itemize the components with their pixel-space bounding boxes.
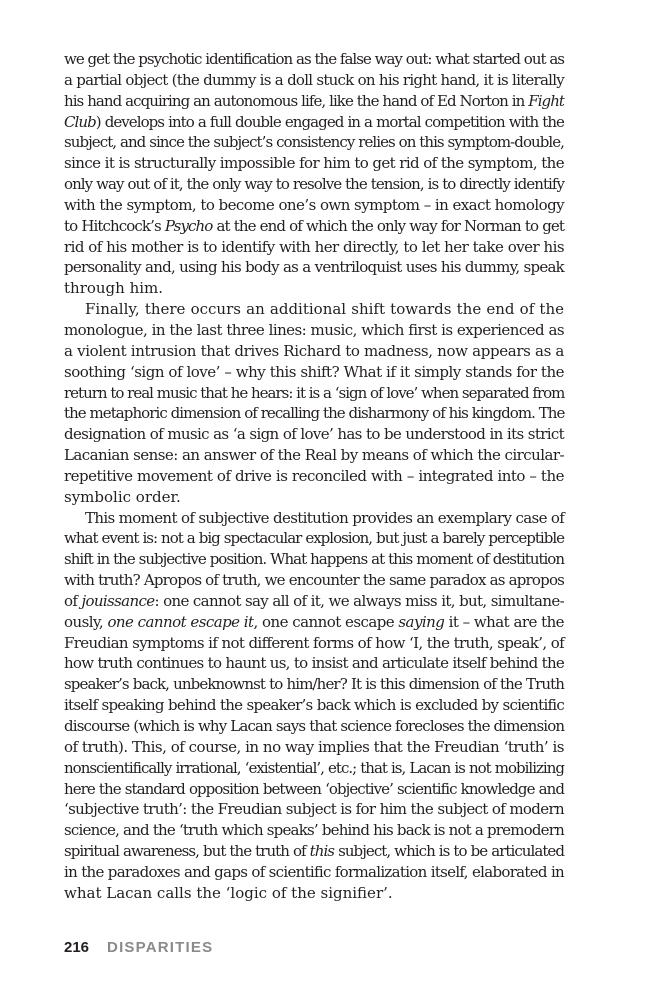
text-segment: science, and the ‘truth which speaks’ behind his back is not a premodern <box>64 821 564 840</box>
text-line <box>64 424 564 445</box>
text-segment: ously, <box>64 612 108 631</box>
text-line <box>64 237 564 258</box>
text-line <box>64 257 564 278</box>
italic-text: this <box>309 842 335 861</box>
text-line <box>64 862 564 883</box>
paragraph <box>64 49 564 299</box>
text-segment: with truth? Apropos of truth, we encounter the same paradox as apropos <box>64 571 565 590</box>
text-segment: soothing ‘sign of love’ – why this shift? What if it simply stands for the <box>64 362 564 381</box>
italic-text: jouissance <box>81 591 155 610</box>
text-line <box>64 383 564 404</box>
text-line <box>64 466 564 487</box>
text-segment: the metaphoric dimension of recalling the disharmony of his kingdom. The <box>64 404 565 423</box>
italic-text: Psycho <box>164 216 213 235</box>
italic-text: Fight <box>528 91 564 110</box>
body-text <box>64 49 564 904</box>
text-segment: through him. <box>64 279 164 298</box>
text-line <box>64 320 564 341</box>
text-segment: only way out of it, the only way to resolve the tension, is to directly identify <box>64 175 564 194</box>
italic-text: Club <box>64 112 96 131</box>
text-line <box>64 70 564 91</box>
text-line <box>64 195 564 216</box>
text-segment: in the paradoxes and gaps of scientific formalization itself, elaborated in <box>64 862 564 881</box>
text-line <box>64 820 564 841</box>
italic-text: one cannot escape it <box>107 612 254 631</box>
text-line <box>64 91 564 112</box>
text-segment: , one cannot escape <box>253 612 399 631</box>
text-line <box>64 445 564 466</box>
text-segment: a partial object (the dummy is a doll stuck on his right hand, it is literally <box>64 70 564 89</box>
text-segment: what event is: not a big spectacular explosion, but just a barely perceptible <box>64 529 564 548</box>
text-segment: nonscientifically irrational, ‘existential’, etc.; that is, Lacan is not mobilizing <box>64 758 564 777</box>
text-segment: designation of music as ‘a sign of love’ has to be understood in its strict <box>64 425 564 444</box>
text-line <box>64 612 564 633</box>
text-segment: of truth). This, of course, in no way implies that the Freudian ‘truth’ is <box>64 737 564 756</box>
text-line <box>64 153 564 174</box>
text-segment: shift in the subjective position. What happens at this moment of destitution <box>64 550 564 569</box>
text-segment: speaker’s back, unbeknownst to him/her? It is this dimension of the Truth <box>64 675 564 694</box>
text-line <box>64 799 564 820</box>
text-segment: : one cannot say all of it, we always miss it, but, simultane- <box>154 591 565 610</box>
text-line <box>64 528 564 549</box>
text-line <box>64 737 564 758</box>
text-line <box>64 633 564 654</box>
text-line <box>64 549 564 570</box>
text-line <box>64 674 564 695</box>
text-line <box>64 49 564 70</box>
text-segment: a violent intrusion that drives Richard to madness, now appears as a <box>64 341 564 360</box>
text-segment: subject, and since the subject’s consistency relies on this symptom-double, <box>64 133 564 152</box>
text-segment: rid of his mother is to identify with her directly, to let her take over his <box>64 237 564 256</box>
text-segment: spiritual awareness, but the truth of <box>64 842 310 861</box>
text-line <box>64 591 564 612</box>
paragraph <box>64 299 564 507</box>
text-line <box>64 508 564 529</box>
text-line <box>64 653 564 674</box>
text-segment: here the standard opposition between ‘objective’ scientific knowledge and <box>64 779 564 798</box>
text-segment: ‘subjective truth’: the Freudian subject is for him the subject of modern <box>64 800 564 819</box>
text-segment: symbolic order. <box>64 487 181 506</box>
paragraph <box>64 508 564 904</box>
text-line <box>64 362 564 383</box>
text-segment: at the end of which the only way for Norman to get <box>212 216 564 235</box>
text-line <box>64 132 564 153</box>
text-line <box>64 716 564 737</box>
text-line <box>64 841 564 862</box>
text-line <box>64 299 564 320</box>
text-segment: how truth continues to haunt us, to insist and articulate itself behind the <box>64 654 564 673</box>
text-segment: personality and, using his body as a ventriloquist uses his dummy, speak <box>64 258 564 277</box>
text-line <box>64 570 564 591</box>
text-line <box>64 174 564 195</box>
text-segment: to Hitchcock’s <box>64 216 165 235</box>
italic-text: saying <box>398 612 445 631</box>
text-segment: This moment of subjective destitution provides an exemplary case of <box>85 508 565 527</box>
text-segment: subject, which is to be articulated <box>334 842 564 861</box>
text-segment: monologue, in the last three lines: music, which first is experienced as <box>64 320 564 339</box>
text-segment: of <box>64 591 82 610</box>
text-line <box>64 487 564 508</box>
text-line <box>64 695 564 716</box>
text-line <box>64 403 564 424</box>
text-segment: ) develops into a full double engaged in a mortal competition with the <box>95 112 564 131</box>
text-segment: repetitive movement of drive is reconciled with – integrated into – the <box>64 466 564 485</box>
text-line <box>64 758 564 779</box>
text-segment: Freudian symptoms if not different forms of how ‘I, the truth, speak’, of <box>64 633 564 652</box>
text-line <box>64 341 564 362</box>
text-segment: since it is structurally impossible for him to get rid of the symptom, the <box>64 154 564 173</box>
page-number: 216 <box>64 939 90 956</box>
page-footer <box>64 938 213 958</box>
text-segment: itself speaking behind the speaker’s back which is excluded by scientific <box>64 696 564 715</box>
text-segment: it – what are the <box>444 612 565 631</box>
text-line <box>64 216 564 237</box>
text-segment: return to real music that he hears: it is a ‘sign of love’ when separated from <box>64 383 565 402</box>
text-segment: we get the psychotic identification as the false way out: what started out as <box>64 50 564 68</box>
text-segment: his hand acquiring an autonomous life, like the hand of Ed Norton in <box>64 91 529 110</box>
text-segment: with the symptom, to become one’s own symptom – in exact homology <box>64 195 565 214</box>
text-line <box>64 779 564 800</box>
text-line <box>64 278 564 299</box>
text-segment: Lacanian sense: an answer of the Real by means of which the circular- <box>64 446 564 465</box>
text-segment: what Lacan calls the ‘logic of the signifier’. <box>64 883 393 902</box>
text-segment: Finally, there occurs an additional shift towards the end of the <box>85 300 564 319</box>
text-line <box>64 112 564 133</box>
running-head: DISPARITIES <box>107 939 214 956</box>
text-line <box>64 883 564 904</box>
text-segment: discourse (which is why Lacan says that science forecloses the dimension <box>64 717 565 735</box>
